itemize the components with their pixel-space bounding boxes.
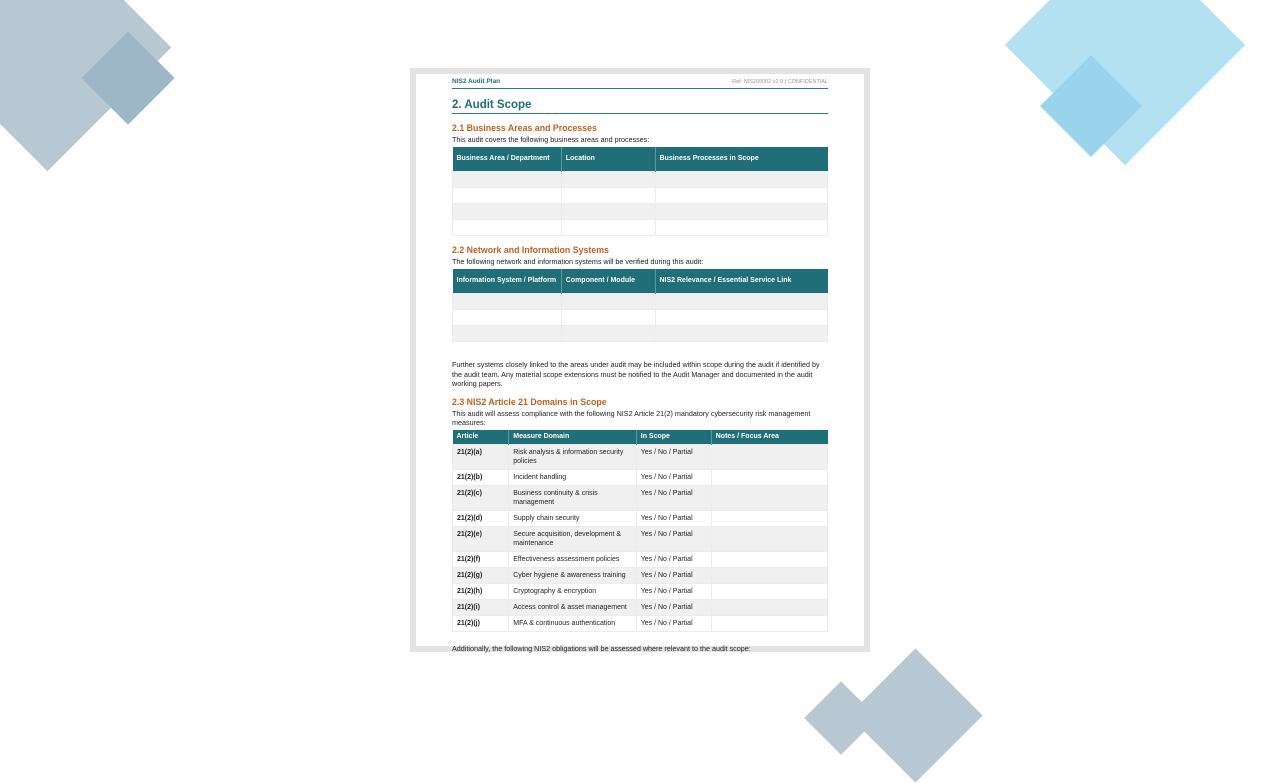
column-header: Business Processes in Scope bbox=[655, 147, 828, 172]
column-header: In Scope bbox=[636, 430, 711, 445]
table-row bbox=[453, 172, 828, 188]
document-title: NIS2 Audit Plan bbox=[452, 78, 501, 85]
column-header: Component / Module bbox=[561, 269, 655, 294]
column-header: Notes / Focus Area bbox=[711, 430, 827, 445]
obligations-intro: Additionally, the following NIS2 obligations will be assessed where relevant to the audit scope: bbox=[452, 644, 751, 654]
domains-intro: This audit will assess compliance with the following NIS2 Article 21(2) mandatory cybersecurity risk management measures: bbox=[452, 409, 811, 428]
table-row: 21(2)(e) Secure acquisition, development & maintenance Yes / No / Partial bbox=[453, 527, 828, 552]
column-header: Measure Domain bbox=[509, 430, 637, 445]
table-row: 21(2)(b) Incident handling Yes / No / Partial bbox=[453, 470, 828, 486]
table-row bbox=[453, 220, 828, 236]
column-header: Business Area / Department bbox=[453, 147, 562, 172]
table-row bbox=[453, 326, 828, 342]
business-areas-table bbox=[452, 147, 828, 236]
table-row: 21(2)(d) Supply chain security Yes / No / Partial bbox=[453, 511, 828, 527]
column-header: Information System / Platform bbox=[453, 269, 562, 294]
column-header: Article bbox=[453, 430, 509, 445]
scope-extension-note: Further systems closely linked to the areas under audit may be included within scope during the audit if identified by the audit team. Any material scope extensions must be notified to the Audit Manager and documented in the audit working papers. bbox=[452, 360, 820, 388]
table-row: 21(2)(h) Cryptography & encryption Yes / No / Partial bbox=[453, 584, 828, 600]
column-header: Location bbox=[561, 147, 655, 172]
column-header: NIS2 Relevance / Essential Service Link bbox=[655, 269, 828, 294]
section-title: 2. Audit Scope bbox=[452, 99, 828, 114]
table-row bbox=[453, 294, 828, 310]
systems-intro: The following network and information systems will be verified during this audit: bbox=[452, 257, 704, 267]
table-row bbox=[453, 204, 828, 220]
document-page bbox=[416, 74, 864, 654]
table-row: 21(2)(f) Effectiveness assessment policies Yes / No / Partial bbox=[453, 552, 828, 568]
table-row: 21(2)(i) Access control & asset management Yes / No / Partial bbox=[453, 600, 828, 616]
decorative-diamond bbox=[1005, 0, 1245, 165]
table-row: 21(2)(a) Risk analysis & information security policies Yes / No / Partial bbox=[453, 445, 828, 470]
table-row bbox=[453, 310, 828, 326]
document-preview-frame bbox=[410, 68, 870, 652]
table-row bbox=[453, 188, 828, 204]
decorative-diamond bbox=[804, 681, 878, 755]
page-header bbox=[452, 76, 828, 89]
table-row: 21(2)(c) Business continuity & crisis management Yes / No / Partial bbox=[453, 486, 828, 511]
systems-table bbox=[452, 269, 828, 342]
table-row: 21(2)(g) Cyber hygiene & awareness training Yes / No / Partial bbox=[453, 568, 828, 584]
document-reference: Ref: NIS209002 v2.0 | CONFIDENTIAL bbox=[732, 78, 828, 85]
domains-heading: 2.3 NIS2 Article 21 Domains in Scope bbox=[452, 397, 607, 408]
systems-heading: 2.2 Network and Information Systems bbox=[452, 245, 609, 256]
business-areas-intro: This audit covers the following business areas and processes: bbox=[452, 135, 650, 144]
business-areas-heading: 2.1 Business Areas and Processes bbox=[452, 123, 597, 133]
domains-table bbox=[452, 430, 828, 632]
table-row: 21(2)(j) MFA & continuous authentication Yes / No / Partial bbox=[453, 616, 828, 632]
